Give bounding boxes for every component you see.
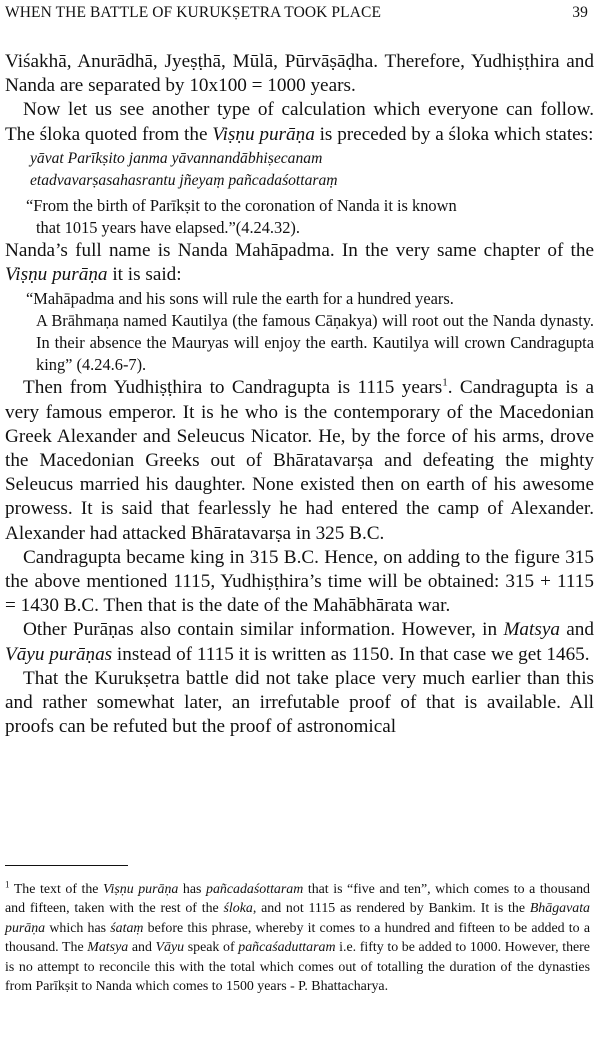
running-title: WHEN THE BATTLE OF KURUKṢETRA TOOK PLACE <box>5 4 382 21</box>
main-text <box>5 50 594 739</box>
text-italic: Bhāgavata purāṇa <box>5 901 590 936</box>
text-italic: śloka <box>223 901 253 917</box>
footnote-reference[interactable]: 1 <box>442 377 448 390</box>
text-segment: has <box>178 882 207 897</box>
text-italic: Matsya <box>503 619 560 641</box>
text-segment: it is said: <box>107 264 182 286</box>
text-segment: which has <box>45 920 111 936</box>
text-italic: Vāyu <box>155 940 185 956</box>
text-segment: . Candragupta is a very famous emperor. It is he who is the contemporary of the Macedonian Greek Alexander and Seleucus Nicator. He, by the force of his arms, drove the Macedonian Greeks out of Bhāratavarṣa and defeating the mighty Seleucus married his daughter. None existed then on earth of his awesome prowess. It is said that fearlessly he had entered the camp of Alexander. Alexander had attacked Bhāratavarṣa in 325 B.C. <box>5 377 594 544</box>
paragraph-other-puranas <box>5 618 594 666</box>
text-italic: śataṃ <box>110 920 144 936</box>
text-segment: , and not 1115 as rendered by Bankim. It is the <box>252 901 530 917</box>
page-number: 39 <box>572 4 588 21</box>
paragraph-candragupta <box>5 376 594 545</box>
text-italic: Viṣṇu purāṇa <box>5 264 108 286</box>
sanskrit-verse <box>30 148 594 192</box>
text-segment: before this phrase, whereby it comes to a hundred and fifteen to be added to a thousand. The <box>5 920 590 956</box>
verse-line: yāvat Parīkṣito janma yāvannandābhiṣecanam <box>30 149 323 167</box>
paragraph-calculation <box>5 98 594 146</box>
quote-translation <box>26 195 594 239</box>
paragraph-nanda <box>5 239 594 287</box>
footnote <box>5 880 590 996</box>
footnote-divider <box>5 865 128 866</box>
text-segment: and <box>559 619 594 641</box>
text-segment: speak of <box>184 940 239 956</box>
quote-mahapadma <box>26 288 594 377</box>
paragraph-date-calculation: Candragupta became king in 315 B.C. Hence, on adding to the figure 315 the above mentioned 1115, Yudhiṣṭhira’s time will be obtained: 315 + 1115 = 1430 B.C. Then that is the date of the Mahābhārata war. <box>5 546 594 617</box>
paragraph-proof: That the Kurukṣetra battle did not take place very much earlier than this and rather somewhat later, an irrefutable proof of that is available. All proofs can be refuted but the proof of astronomical <box>5 667 594 738</box>
text-italic: Vāyu purāṇas <box>5 643 113 665</box>
text-segment: The text of the <box>9 882 104 897</box>
text-segment: Nanda’s full name is Nanda Mahāpadma. In the very same chapter of the <box>5 240 594 262</box>
text-segment: instead of 1115 it is written as 1150. In that case we get 1465. <box>112 643 590 665</box>
footnote-marker: 1 <box>5 879 10 890</box>
text-italic: pañcadaśottaram <box>206 882 304 897</box>
quote-line: “Mahāpadma and his sons will rule the earth for a hundred years. <box>26 288 454 308</box>
text-segment: Then from Yudhiṣṭhira to Candragupta is 1115 years <box>23 377 443 399</box>
text-segment: i.e. fifty to be added to 1000. However, there is no attempt to reconcile this with the total which comes out of totalling the duration of the dynasties from Parīkṣit to Nanda which comes to 1500 years - P. Bhattacharya. <box>5 940 590 995</box>
text-italic: pañcaśaduttaram <box>238 940 336 956</box>
quote-line: A Brāhmaṇa named Kautilya (the famous Cāṇakya) will root out the Nanda dynasty. In their absence the Mauryas will enjoy the earth. Kautilya will crown Candragupta king” (4.24.6-7). <box>36 310 594 375</box>
quote-line: “From the birth of Parīkṣit to the coronation of Nanda it is known <box>26 195 457 215</box>
text-segment: that is “five and ten”, which comes to a thousand and fifteen, taken with the rest of the <box>5 882 590 917</box>
verse-line: etadvavarṣasahasrantu jñeyaṃ pañcadaśottaraṃ <box>30 171 338 189</box>
text-italic: Matsya <box>87 940 129 956</box>
quote-line: that 1015 years have elapsed.”(4.24.32). <box>36 218 300 238</box>
text-segment: Now let us see another type of calculation which everyone can follow. The śloka quoted from the <box>5 99 594 145</box>
text-italic: Viṣṇu purāṇa <box>103 882 179 897</box>
paragraph-nakshatras: Viśakhā, Anurādhā, Jyeṣṭhā, Mūlā, Pūrvāṣāḍha. Therefore, Yudhiṣṭhira and Nanda are separated by 10x100 = 1000 years. <box>5 51 594 97</box>
text-italic: Viṣṇu purāṇa <box>212 123 315 145</box>
running-header <box>5 4 588 24</box>
text-segment: and <box>128 940 156 956</box>
text-segment: Other Purāṇas also contain similar information. However, in <box>23 619 504 641</box>
text-segment: is preceded by a śloka which states: <box>314 123 594 145</box>
